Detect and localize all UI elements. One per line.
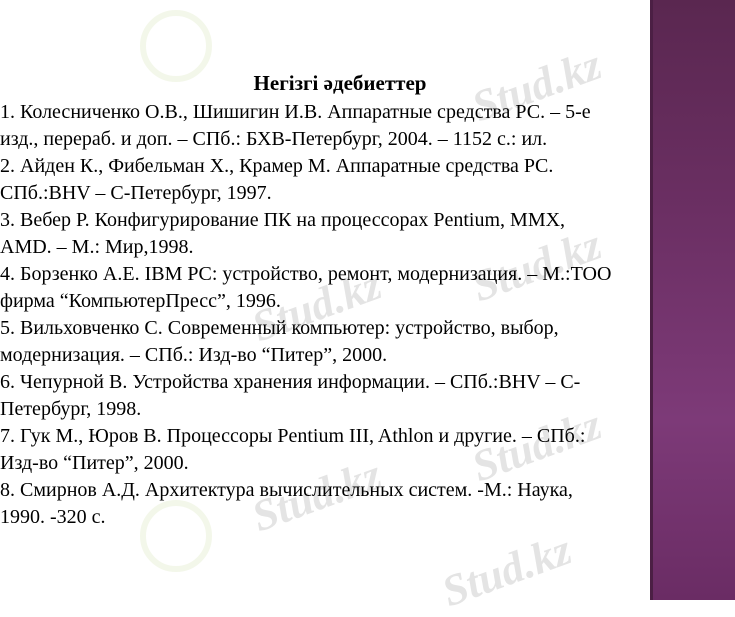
reference-list: [0, 99, 700, 531]
reference-item: [0, 99, 690, 153]
reference-line: СПб.:BHV – С-Петербург, 1997.: [0, 182, 272, 204]
reference-line: 1. Колесниченко О.В., Шишигин И.В. Аппаратные средства РС. – 5-е: [0, 101, 591, 123]
reference-line: фирма “КомпьютерПресс”, 1996.: [0, 290, 281, 312]
reference-item: [0, 153, 690, 207]
watermark-text: Stud.kz: [465, 219, 608, 312]
reference-line: 1990. -320 с.: [0, 506, 106, 528]
reference-line: 7. Гук М., Юров В. Процессоры Pentium III, Athlon и другие. – СПб.:: [0, 425, 586, 447]
watermark-text: Stud.kz: [465, 39, 608, 132]
reference-item: [0, 477, 690, 531]
reference-item: [0, 369, 690, 423]
reference-line: 4. Борзенко А.Е. IBM PC: устройство, ремонт, модернизация. – М.:ТОО: [0, 263, 612, 285]
reference-line: 3. Вебер Р. Конфигурирование ПК на процессорах Pentium, MMX,: [0, 209, 566, 231]
reference-item: [0, 207, 690, 261]
watermark-text: Stud.kz: [435, 524, 578, 617]
reference-line: 6. Чепурной В. Устройства хранения информации. – СПб.:BHV – С-: [0, 371, 581, 393]
watermark-text: Stud.kz: [245, 449, 388, 542]
page-title: Негізгі әдебиеттер: [253, 71, 427, 95]
reference-item: [0, 315, 690, 369]
reference-item: [0, 423, 690, 477]
reference-line: 5. Вильховченко С. Современный компьютер: устройство, выбор,: [0, 317, 559, 339]
document-body: [0, 70, 700, 531]
reference-line: Петербург, 1998.: [0, 398, 142, 420]
watermark-text: Stud.kz: [465, 399, 608, 492]
reference-item: [0, 261, 690, 315]
watermark-text: Stud.kz: [245, 259, 388, 352]
reference-line: изд., перераб. и доп. – СПб.: БХВ-Петербург, 2004. – 1152 с.: ил.: [0, 128, 548, 150]
reference-line: Изд-во “Питер”, 2000.: [0, 452, 189, 474]
reference-line: 8. Смирнов А.Д. Архитектура вычислительных систем. -М.: Наука,: [0, 479, 573, 501]
reference-line: 2. Айден К., Фибельман Х., Крамер М. Аппаратные средства PC.: [0, 155, 554, 177]
reference-line: AMD. – М.: Мир,1998.: [0, 236, 194, 258]
reference-line: модернизация. – СПб.: Изд-во “Питер”, 2000.: [0, 344, 388, 366]
